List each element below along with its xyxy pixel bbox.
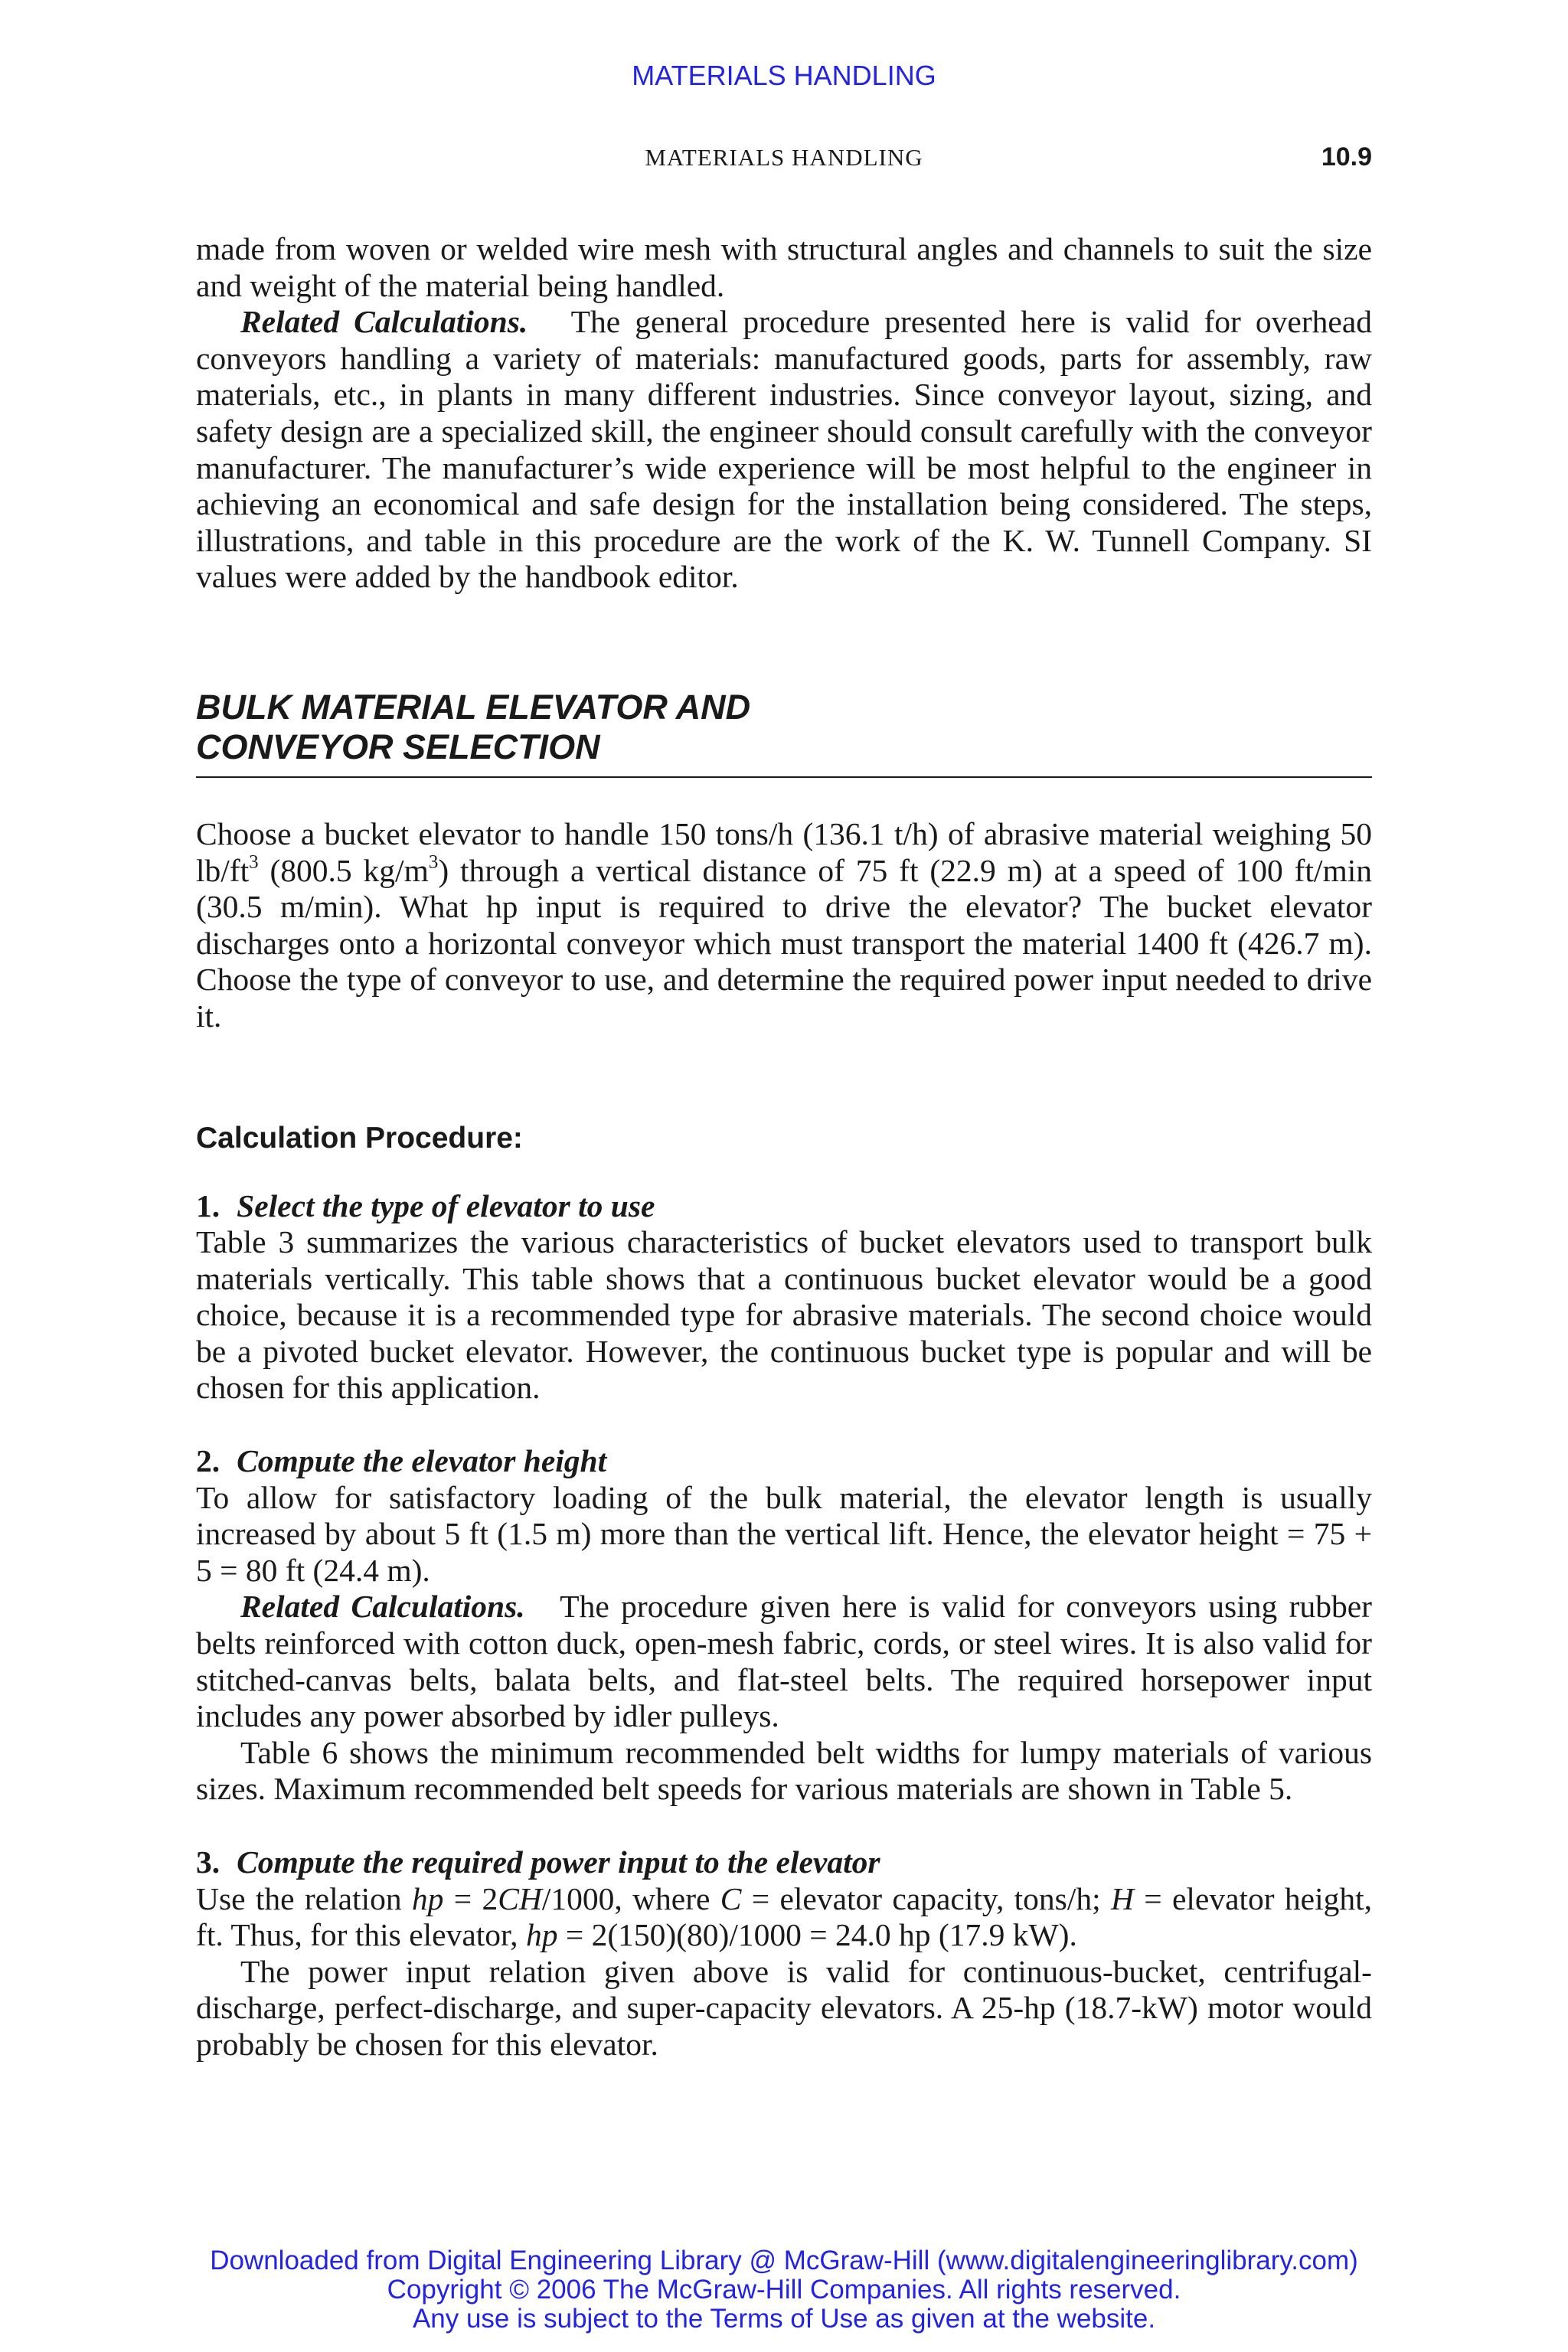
variable-c: C	[720, 1880, 742, 1916]
formula-text: = elevator capacity, tons/h;	[741, 1880, 1111, 1916]
page-number: 10.9	[1321, 142, 1372, 172]
problem-text-b: (800.5 kg/m	[258, 852, 429, 888]
step-2-text: To allow for satisfactory loading of the bulk material, the elevator length is usually increased by about 5 ft (1.5 m) more than the vertical lift. Hence, the elevator height = 75 + 5 = 80 ft (24.4 m).	[196, 1479, 1372, 1588]
footer-copyright: Copyright © 2006 The McGraw-Hill Companies. All rights reserved.	[387, 2275, 1181, 2305]
continuation-paragraph: made from woven or welded wire mesh with structural angles and channels to suit the size and weight of the material being handled.	[196, 231, 1372, 303]
step-title: Compute the required power input to the elevator	[237, 1844, 880, 1880]
footer-terms-link[interactable]: Any use is subject to the Terms of Use as given at the website.	[412, 2304, 1156, 2334]
problem-text-a: Choose a bucket elevator to handle 150 tons/h (136.1 t/h) of abrasive material weighing 50 lb/ft	[196, 815, 1372, 888]
variable-ch: CH	[498, 1880, 542, 1916]
section-title-line-1: BULK MATERIAL ELEVATOR AND	[196, 687, 751, 727]
step-1-text: Table 3 summarizes the various characteristics of bucket elevators used to transport bulk materials vertically. This table shows that a continuous bucket elevator would be a good choice, because it is a recommended type for abrasive materials. The second choice would be a pivoted bucket elevator. However, the continuous bucket type is popular and will be chosen for this application.	[196, 1224, 1372, 1406]
footer-download-link[interactable]: Downloaded from Digital Engineering Library @ McGraw-Hill (www.digitalengineeringlibrary.com)	[210, 2246, 1358, 2275]
step-number: 2.	[196, 1443, 220, 1479]
problem-statement	[196, 816, 1372, 1035]
related-calculations-label: Related Calculations.	[240, 304, 528, 340]
related-calculations-text: The general procedure presented here is valid for overhead conveyors handling a variety of materials: manufactured goods, parts for assembly, raw materials, etc., in plants in many different industries. Since conveyor layout, sizing, and safety design are a specialized skill, the engineer should consult carefully with the conveyor manufacturer. The manufacturer’s wide experience will be most helpful to the engineer in achieving an economical and safe design for the installation being considered. The steps, illustrations, and table in this procedure are the work of the K. W. Tunnell Company. SI values were added by the handbook editor.	[196, 304, 1372, 595]
step-3-heading	[196, 1844, 1372, 1881]
related-calculations-paragraph	[196, 304, 1372, 596]
page-content	[196, 231, 1372, 2063]
step-3	[196, 1844, 1372, 2063]
variable-hp: hp	[411, 1880, 444, 1916]
step-title: Select the type of elevator to use	[237, 1187, 655, 1223]
step-number: 1.	[196, 1187, 220, 1223]
formula-text: = elevator height, ft. Thus, for this elevator,	[196, 1880, 1373, 1953]
related-calculations-label: Related Calculations.	[240, 1589, 525, 1625]
footer	[0, 2246, 1568, 2334]
formula-text: = 2	[443, 1880, 498, 1916]
step-2	[196, 1443, 1372, 1808]
step-1-heading	[196, 1188, 1372, 1225]
cubic-superscript: 3	[428, 851, 439, 873]
step-2-related-calculations	[196, 1589, 1372, 1734]
running-head	[196, 144, 1372, 178]
step-1	[196, 1188, 1372, 1407]
cubic-superscript: 3	[249, 851, 259, 873]
variable-h: H	[1110, 1880, 1134, 1916]
running-title: MATERIALS HANDLING	[645, 144, 923, 171]
formula-text: Use the relation	[196, 1880, 412, 1916]
step-title: Compute the elevator height	[237, 1443, 607, 1479]
step-2-table-note: Table 6 shows the minimum recommended belt widths for lumpy materials of various sizes. Maximum recommended belt speeds for various materials are shown in Table 5.	[196, 1734, 1372, 1807]
step-3-note: The power input relation given above is valid for continuous-bucket, centrifugal-discharge, perfect-discharge, and super-capacity elevators. A 25-hp (18.7-kW) motor would probably be chosen for this elevator.	[196, 1953, 1372, 2062]
formula-text: /1000, where	[541, 1880, 720, 1916]
related-calculations-text: The procedure given here is valid for conveyors using rubber belts reinforced with cotton duck, open-mesh fabric, cords, or steel wires. It is also valid for stitched-canvas belts, balata belts, and flat-steel belts. The required horsepower input includes any power absorbed by idler pulleys.	[196, 1589, 1372, 1734]
section-title-line-2: CONVEYOR SELECTION	[196, 727, 600, 766]
section-title	[196, 688, 1372, 778]
step-number: 3.	[196, 1844, 220, 1880]
variable-hp: hp	[525, 1917, 558, 1953]
formula-text: = 2(150)(80)/1000 = 24.0 hp (17.9 kW).	[557, 1917, 1077, 1953]
chapter-link[interactable]: MATERIALS HANDLING	[632, 60, 936, 91]
calculation-procedure-heading: Calculation Procedure:	[196, 1121, 523, 1155]
step-2-heading	[196, 1443, 1372, 1480]
step-3-text	[196, 1881, 1372, 1954]
problem-text-c: ) through a vertical distance of 75 ft (22.9 m) at a speed of 100 ft/min (30.5 m/min). What hp input is required to drive the elevator? The bucket elevator discharges onto a horizontal conveyor which must transport the material 1400 ft (426.7 m). Choose the type of conveyor to use, and determine the required power input needed to drive it.	[196, 852, 1372, 1034]
